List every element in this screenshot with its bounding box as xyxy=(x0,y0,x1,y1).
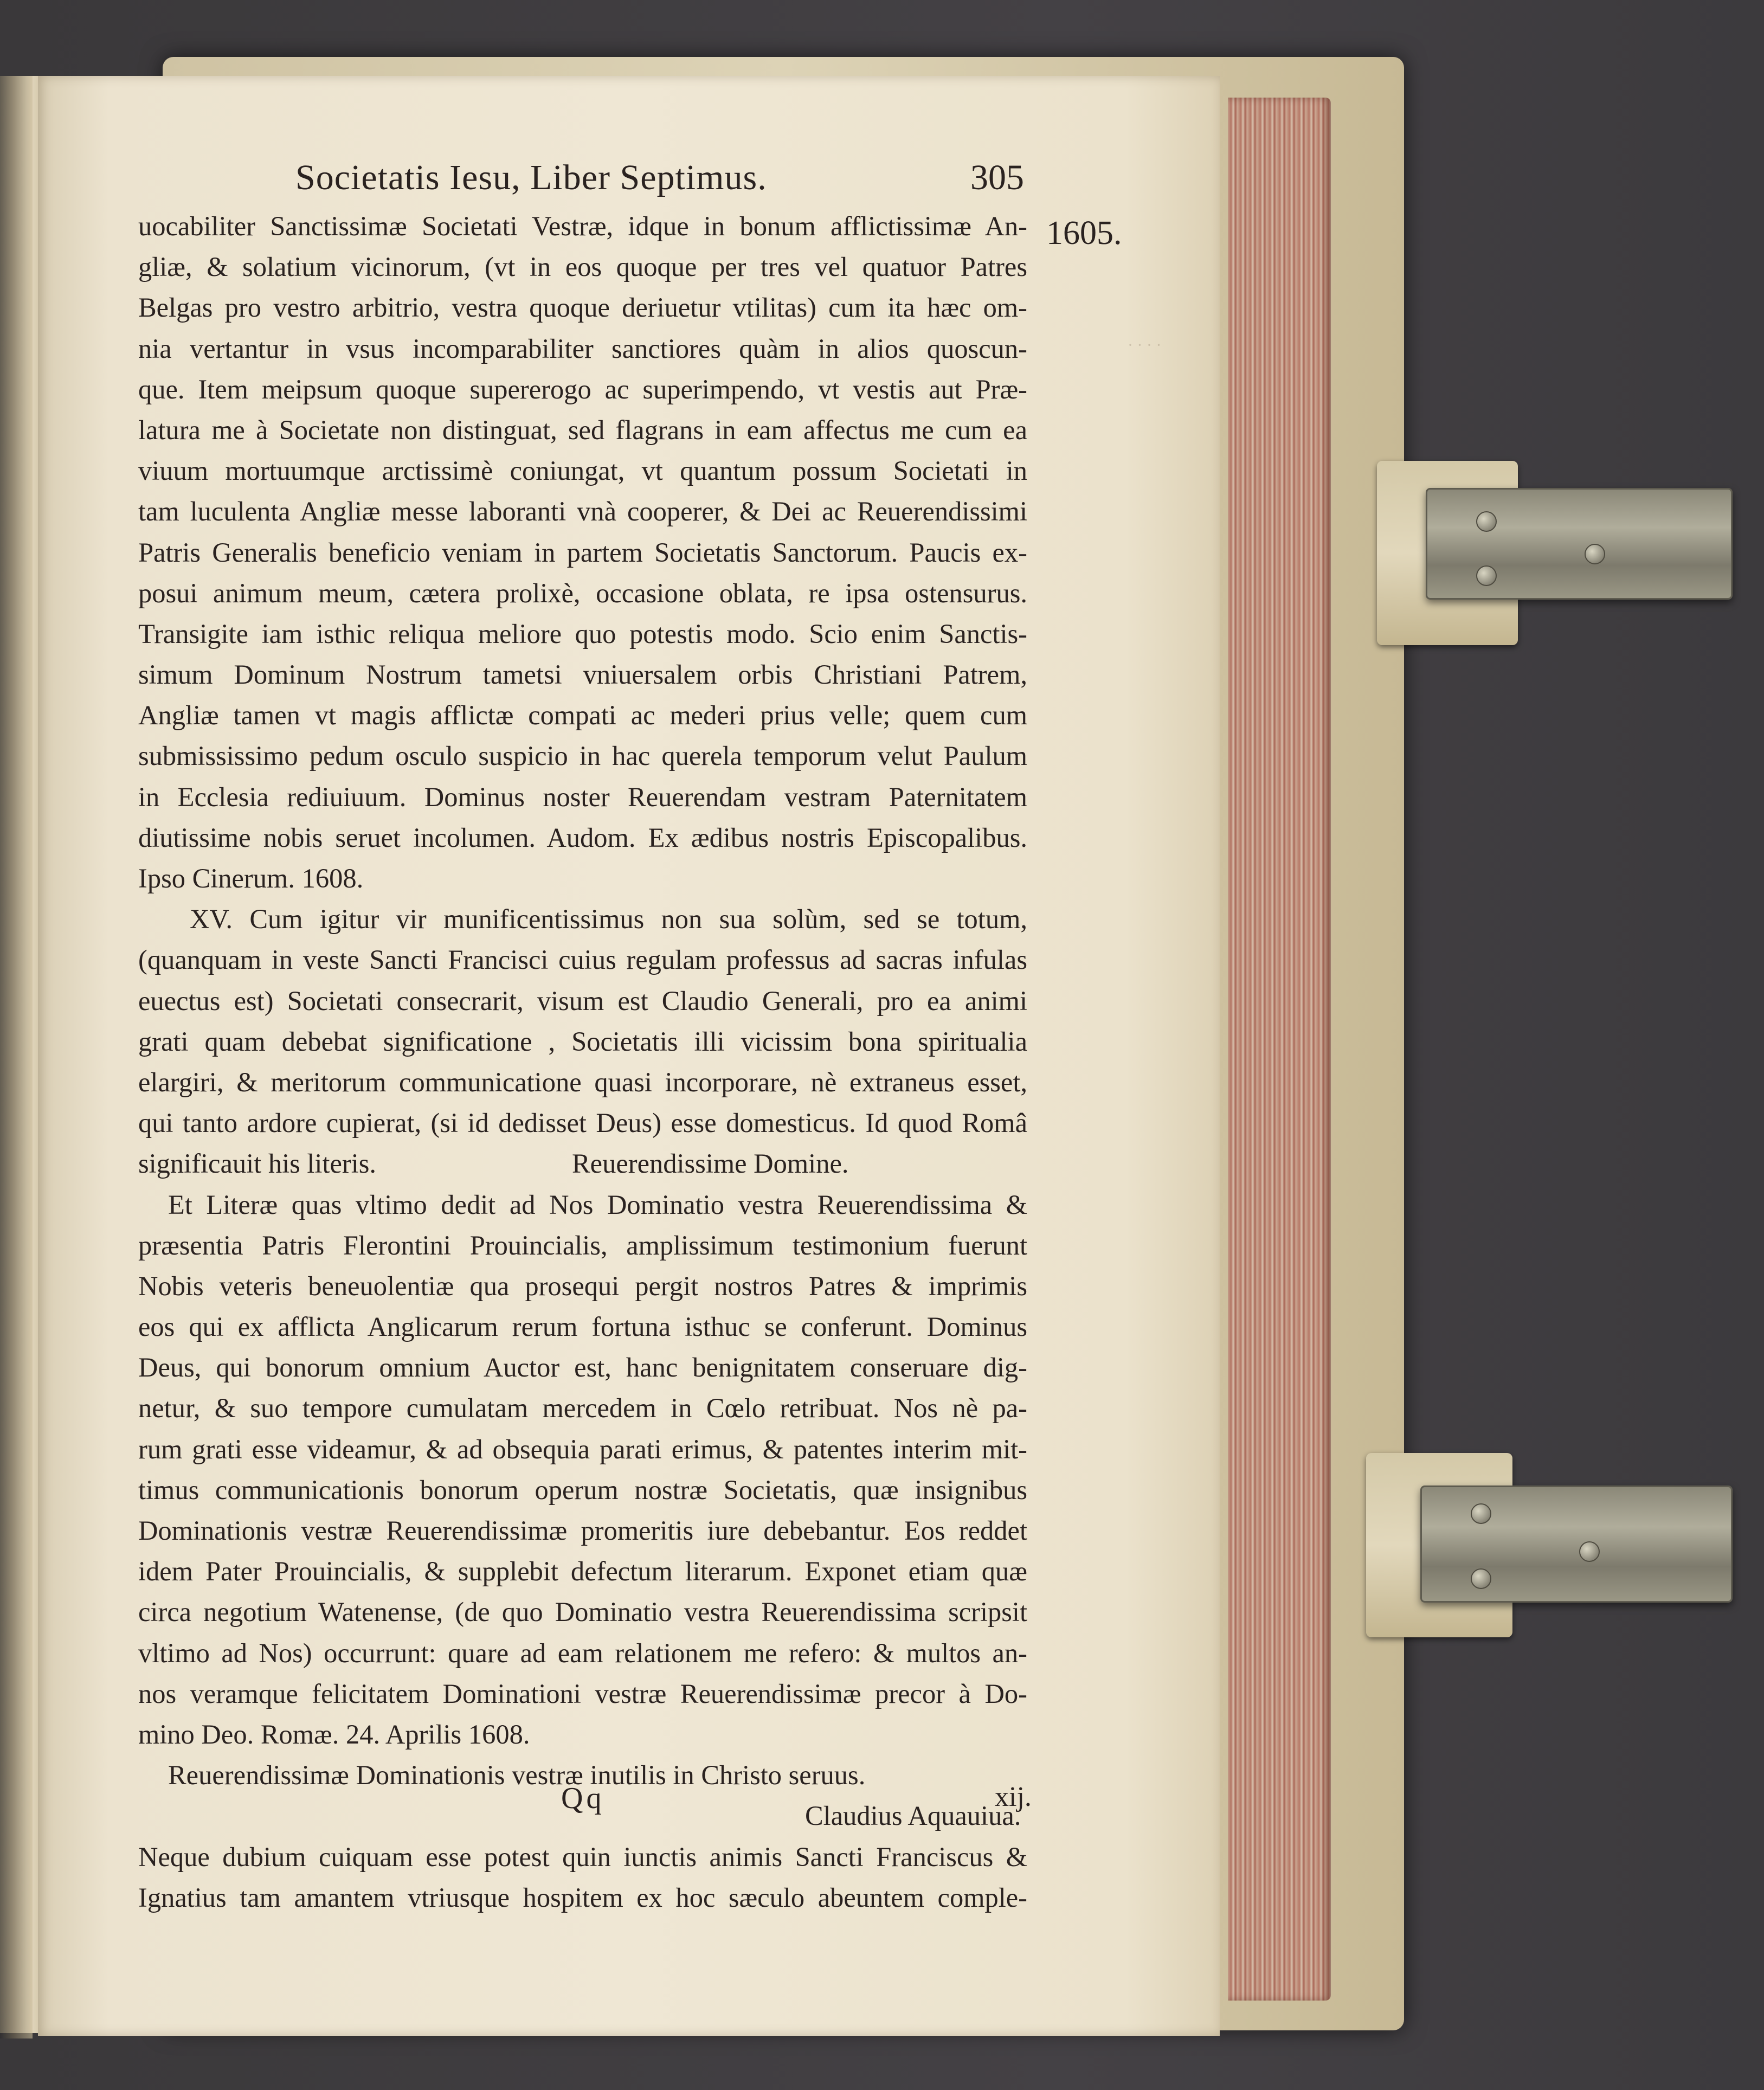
text-line: submississimo pedum osculo suspicio in hac querela temporum velut Paulum xyxy=(138,741,1027,771)
text-line: Belgas pro vestro arbitrio, vestra quoque deriuetur vtilitas) cum ita hæc om- xyxy=(138,292,1027,323)
text-line: Angliæ tamen vt magis afflictæ compati ac mederi prius velle; quem cum xyxy=(138,700,1027,731)
paragraph-line: elargiri, & meritorum communicatione quasi incorporare, nè extraneus esset, xyxy=(138,1066,1027,1097)
letter-line: nos veramque felicitatem Dominationi vestræ Reuerendissimæ precor à Do- xyxy=(138,1678,1027,1709)
page-edges xyxy=(1228,98,1331,2001)
letter-line: vltimo ad Nos) occurrunt: quare ad eam relationem me refero: & multos an- xyxy=(138,1637,1027,1668)
text-line: diutissime nobis seruet incolumen. Audom. Ex ædibus nostris Episcopalibus. xyxy=(138,822,1027,853)
paragraph-line-end: significauit his literis. xyxy=(138,1148,377,1179)
letter-line: idem Pater Prouincialis, & supplebit defectum literarum. Exponet etiam quæ xyxy=(138,1556,1027,1587)
signature: Claudius Aquauiua. xyxy=(805,1800,1021,1831)
letter-line: Dominationis vestræ Reuerendissimæ promeritis iure debebantur. Eos reddet xyxy=(138,1515,1027,1546)
show-through-marks: · · · · xyxy=(1128,336,1162,354)
text-block xyxy=(138,146,1027,1918)
text-line: in Ecclesia rediuiuum. Dominus noster Reuerendam vestram Paternitatem xyxy=(138,781,1027,812)
paragraph-line xyxy=(138,1143,1027,1184)
letter-line: Et Literæ quas vltimo dedit ad Nos Dominatio vestra Reuerendissima & xyxy=(168,1189,1027,1220)
clasp-top[interactable] xyxy=(1426,488,1733,600)
running-title: Societatis Iesu, Liber Septimus. xyxy=(295,158,767,197)
running-head xyxy=(138,146,1027,206)
text-line: nia vertantur in vsus incomparabiliter sanctiores quàm in alios quoscun- xyxy=(138,333,1027,364)
final-line: Ignatius tam amantem vtriusque hospitem ex hoc sæculo abeuntem comple- xyxy=(138,1882,1027,1913)
text-line: uocabiliter Sanctissimæ Societati Vestræ, idque in bonum afflictissimæ An- xyxy=(138,211,1027,241)
letter-line: præsentia Patris Flerontini Prouincialis, amplissimum testimonium fuerunt xyxy=(138,1230,1027,1261)
signature-mark: Qq xyxy=(561,1782,605,1815)
letter-line: circa negotium Watenense, (de quo Dominatio vestra Reuerendissima scripsit xyxy=(138,1597,1027,1628)
text-line: Transigite iam isthic reliqua meliore quo potestis modo. Scio enim Sanctis- xyxy=(138,618,1027,649)
margin-year: 1605. xyxy=(1046,215,1122,252)
clasp-bottom[interactable] xyxy=(1420,1485,1733,1603)
text-line: gliæ, & solatium vicinorum, (vt in eos quoque per tres vel quatuor Patres xyxy=(138,252,1027,282)
text-line: simum Dominum Nostrum tametsi vniuersalem orbis Christiani Patrem, xyxy=(138,659,1027,690)
rivet-icon xyxy=(1579,1541,1600,1562)
page-footer xyxy=(138,1781,1032,1824)
rivet-icon xyxy=(1471,1503,1491,1524)
text-line: posui animum meum, cætera prolixè, occasione oblata, re ipsa ostensurus. xyxy=(138,577,1027,608)
rivet-icon xyxy=(1471,1568,1491,1589)
letter-line: rum grati esse videamur, & ad obsequia parati erimus, & patentes interim mit- xyxy=(138,1433,1027,1464)
rivet-icon xyxy=(1476,511,1497,532)
final-line: Neque dubium cuiquam esse potest quin iunctis animis Sancti Franciscus & xyxy=(138,1841,1027,1872)
text-line: viuum mortuumque arctissimè coniungat, vt quantum possum Societati in xyxy=(138,455,1027,486)
paragraph-line: grati quam debebat significatione , Societatis illi vicissim bona spiritualia xyxy=(138,1026,1027,1057)
text-line: que. Item meipsum quoque supererogo ac superimpendo, vt vestis aut Præ- xyxy=(138,374,1027,404)
text-line: tam luculenta Angliæ messe laboranti vnà cooperer, & Dei ac Reuerendissimi xyxy=(138,496,1027,527)
spine-shadow xyxy=(0,76,33,2038)
text-line: Ipso Cinerum. 1608. xyxy=(138,863,364,893)
letter-line: eos qui ex afflicta Anglicarum rerum fortuna isthuc se conferunt. Dominus xyxy=(138,1311,1027,1342)
paragraph-line: (quanquam in veste Sancti Francisci cuius regulam professus ad sacras infulas xyxy=(138,944,1027,975)
page-number: 305 xyxy=(970,158,1024,197)
letter-line: mino Deo. Romæ. 24. Aprilis 1608. xyxy=(138,1719,530,1750)
salutation: Reuerendissime Domine. xyxy=(572,1148,849,1179)
catchword: xij. xyxy=(995,1782,1032,1812)
text-line: Patris Generalis beneficio veniam in partem Societatis Sanctorum. Paucis ex- xyxy=(138,537,1027,568)
letter-line: Nobis veteris beneuolentiæ qua prosequi pergit nostros Patres & imprimis xyxy=(138,1270,1027,1301)
paragraph-line: qui tanto ardore cupierat, (si id dedisset Deus) esse domesticus. Id quod Româ xyxy=(138,1108,1027,1139)
letter-line: timus communicationis bonorum operum nostræ Societatis, quæ insignibus xyxy=(138,1474,1027,1505)
paragraph-line: XV. Cum igitur vir munificentissimus non sua solùm, sed se totum, xyxy=(190,904,1027,935)
rivet-icon xyxy=(1476,565,1497,586)
letter-line: netur, & suo tempore cumulatam mercedem in Cœlo retribuat. Nos nè pa- xyxy=(138,1393,1027,1424)
text-line: latura me à Societate non distinguat, sed flagrans in eam affectus me cum ea xyxy=(138,414,1027,445)
paragraph-line: euectus est) Societati consecrarit, visum est Claudio Generali, pro ea animi xyxy=(138,985,1027,1016)
closing-line: Reuerendissimæ Dominationis vestræ inutilis in Christo seruus. xyxy=(168,1760,866,1791)
rivet-icon xyxy=(1585,544,1605,564)
letter-line: Deus, qui bonorum omnium Auctor est, hanc benignitatem conseruare dig- xyxy=(138,1352,1027,1383)
